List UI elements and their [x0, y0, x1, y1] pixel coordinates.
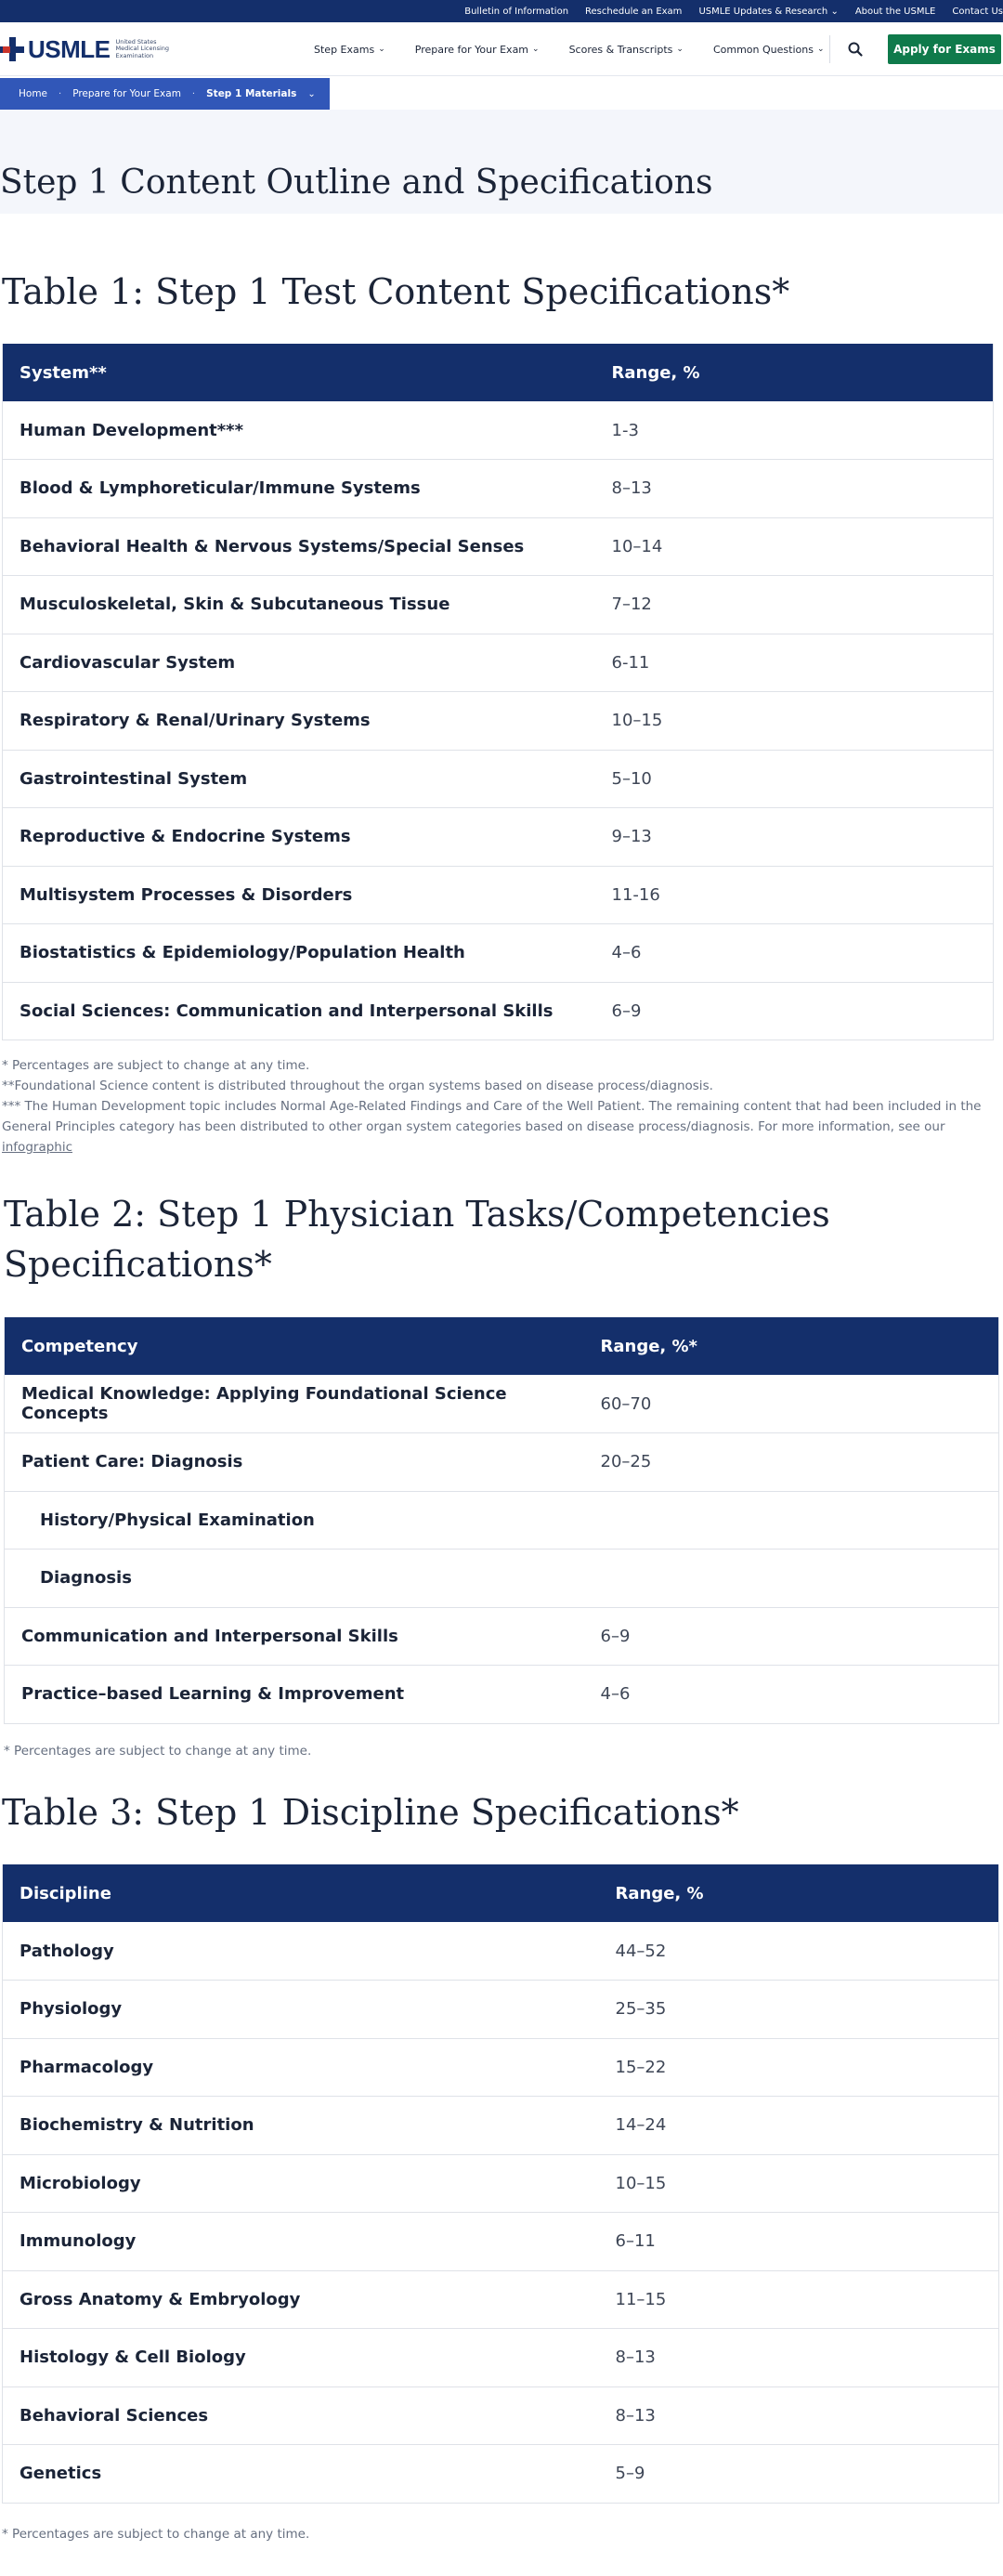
utility-link-updates-label: USMLE Updates & Research — [698, 6, 828, 17]
table-row — [3, 634, 994, 692]
table1-heading: Table 1: Step 1 Test Content Specifications* — [2, 271, 790, 312]
table1 — [2, 344, 994, 1040]
infographic-link[interactable]: infographic — [2, 1140, 73, 1155]
breadcrumb-separator-icon: · — [59, 88, 62, 99]
range-cell: 9–13 — [595, 808, 994, 867]
utility-link-reschedule[interactable]: Reschedule an Exam — [585, 6, 683, 17]
system-cell: Reproductive & Endocrine Systems — [3, 808, 595, 867]
discipline-cell: Pharmacology — [3, 2038, 599, 2097]
table-row — [3, 2097, 999, 2155]
range-cell: 8–13 — [595, 460, 994, 518]
breadcrumb-expand-icon[interactable]: ⌄ — [307, 88, 316, 99]
table-row — [3, 460, 994, 518]
range-cell: 4–6 — [595, 924, 994, 983]
chevron-down-icon: ⌄ — [816, 45, 825, 54]
range-cell: 20–25 — [584, 1433, 999, 1492]
table-row — [3, 692, 994, 751]
table-row — [3, 2270, 999, 2329]
competency-subcell: Diagnosis — [5, 1550, 584, 1608]
table-row — [5, 1666, 999, 1724]
table2-header-row — [5, 1317, 999, 1375]
logo-subtitle: United States Medical Licensing Examination — [115, 37, 170, 59]
table2-heading — [4, 1189, 997, 1289]
discipline-cell: Behavioral Sciences — [3, 2386, 599, 2445]
table-row — [3, 2386, 999, 2445]
range-cell — [584, 1491, 999, 1550]
footnote-text: *** The Human Development topic includes Normal Age-Related Findings and Care of the Well Patient. The remaining content that had been included in the General Principles category has been distributed to other organ system categories based on disease process/diagnosis. For more information, see our — [2, 1099, 982, 1134]
range-cell: 6-11 — [595, 634, 994, 692]
discipline-cell: Gross Anatomy & Embryology — [3, 2270, 599, 2329]
range-cell: 1-3 — [595, 401, 994, 460]
breadcrumb-home[interactable]: Home — [19, 88, 48, 99]
range-cell: 6–11 — [599, 2213, 999, 2271]
utility-link-bulletin[interactable]: Bulletin of Information — [464, 6, 569, 17]
chevron-down-icon: ⌄ — [676, 45, 684, 54]
nav-label: Prepare for Your Exam — [414, 43, 529, 56]
competency-cell: Communication and Interpersonal Skills — [5, 1607, 584, 1666]
column-header: System** — [3, 344, 595, 401]
table3 — [2, 1864, 999, 2504]
table1-footnotes — [2, 1055, 1001, 1157]
column-header: Competency — [5, 1317, 584, 1375]
footnote-line: * Percentages are subject to change at any time. — [2, 1058, 310, 1073]
system-cell: Biostatistics & Epidemiology/Population Health — [3, 924, 595, 983]
table2-heading-line1: Table 2: Step 1 Physician Tasks/Competencies — [4, 1194, 830, 1235]
table-row — [3, 924, 994, 983]
table3-footnote: * Percentages are subject to change at any time. — [2, 2527, 310, 2542]
table-row — [3, 2154, 999, 2213]
nav-scores[interactable] — [569, 44, 684, 56]
discipline-cell: Biochemistry & Nutrition — [3, 2097, 599, 2155]
usmle-logo[interactable] — [0, 33, 170, 65]
range-cell: 5–9 — [599, 2445, 999, 2504]
nav-prepare[interactable] — [415, 44, 540, 56]
table-row — [3, 1981, 999, 2039]
table-row — [5, 1550, 999, 1608]
nav-label: Common Questions — [712, 43, 814, 56]
table-row — [5, 1491, 999, 1550]
column-header: Discipline — [3, 1864, 599, 1922]
table-row — [3, 866, 994, 924]
range-cell: 6–9 — [584, 1607, 999, 1666]
table-row — [3, 1922, 999, 1981]
table-row — [3, 401, 994, 460]
chevron-down-icon: ⌄ — [532, 45, 540, 54]
breadcrumb — [0, 78, 330, 110]
range-cell: 8–13 — [599, 2329, 999, 2387]
system-cell: Blood & Lymphoreticular/Immune Systems — [3, 460, 595, 518]
footnote-line-with-link — [2, 1096, 1001, 1157]
table-row — [3, 2329, 999, 2387]
table-row — [3, 2445, 999, 2504]
page-title: Step 1 Content Outline and Specifications — [0, 163, 713, 202]
table3-heading: Table 3: Step 1 Discipline Specifications* — [2, 1792, 739, 1833]
utility-link-about[interactable]: About the USMLE — [854, 6, 936, 17]
system-cell: Human Development*** — [3, 401, 595, 460]
range-cell — [584, 1550, 999, 1608]
discipline-cell: Microbiology — [3, 2154, 599, 2213]
nav-label: Step Exams — [314, 43, 375, 56]
nav-step-exams[interactable] — [314, 44, 385, 56]
table-row — [3, 982, 994, 1040]
range-cell: 25–35 — [599, 1981, 999, 2039]
table1-header-row — [3, 344, 994, 401]
discipline-cell: Physiology — [3, 1981, 599, 2039]
range-cell: 11–15 — [599, 2270, 999, 2329]
range-cell: 15–22 — [599, 2038, 999, 2097]
table2 — [4, 1317, 999, 1724]
breadcrumb-separator-icon: · — [191, 88, 196, 99]
competency-cell: Patient Care: Diagnosis — [5, 1433, 584, 1492]
utility-links — [464, 0, 1003, 22]
table-row — [3, 2038, 999, 2097]
column-header: Range, % — [595, 344, 994, 401]
table2-footnote: * Percentages are subject to change at any time. — [4, 1744, 312, 1759]
system-cell: Cardiovascular System — [3, 634, 595, 692]
range-cell: 44–52 — [599, 1922, 999, 1981]
header-divider — [829, 35, 830, 63]
table-row — [3, 808, 994, 867]
table-row — [5, 1433, 999, 1492]
table-row — [3, 750, 994, 808]
range-cell: 10–15 — [595, 692, 994, 751]
table-row — [3, 576, 994, 634]
range-cell: 5–10 — [595, 750, 994, 808]
range-cell: 4–6 — [584, 1666, 999, 1724]
main-nav — [314, 22, 854, 76]
system-cell: Musculoskeletal, Skin & Subcutaneous Tissue — [3, 576, 595, 634]
range-cell: 11-16 — [595, 866, 994, 924]
system-cell: Gastrointestinal System — [3, 750, 595, 808]
range-cell: 7–12 — [595, 576, 994, 634]
nav-common-questions[interactable] — [713, 44, 825, 56]
range-cell: 10–15 — [599, 2154, 999, 2213]
logo-cross-icon — [0, 37, 24, 61]
range-cell: 60–70 — [584, 1375, 999, 1433]
range-cell: 14–24 — [599, 2097, 999, 2155]
range-cell: 10–14 — [595, 517, 994, 576]
competency-subcell: History/Physical Examination — [5, 1491, 584, 1550]
table-row — [5, 1607, 999, 1666]
chevron-down-icon: ⌄ — [378, 45, 385, 54]
system-cell: Respiratory & Renal/Urinary Systems — [3, 692, 595, 751]
range-cell: 8–13 — [599, 2386, 999, 2445]
discipline-cell: Genetics — [3, 2445, 599, 2504]
breadcrumb-prepare[interactable]: Prepare for Your Exam — [72, 88, 181, 99]
discipline-cell: Pathology — [3, 1922, 599, 1981]
system-cell: Social Sciences: Communication and Interpersonal Skills — [3, 982, 595, 1040]
table-row — [3, 517, 994, 576]
range-cell: 6–9 — [595, 982, 994, 1040]
column-header: Range, %* — [584, 1317, 999, 1375]
search-icon[interactable] — [847, 41, 864, 58]
logo-text: USMLE — [28, 34, 111, 63]
discipline-cell: Immunology — [3, 2213, 599, 2271]
discipline-cell: Histology & Cell Biology — [3, 2329, 599, 2387]
utility-link-contact[interactable]: Contact Us — [952, 6, 1003, 17]
table-row — [5, 1375, 999, 1433]
competency-cell: Medical Knowledge: Applying Foundational Science Concepts — [5, 1375, 584, 1433]
chevron-down-icon: ⌄ — [830, 6, 839, 17]
table3-header-row — [3, 1864, 999, 1922]
competency-cell: Practice–based Learning & Improvement — [5, 1666, 584, 1724]
system-cell: Behavioral Health & Nervous Systems/Special Senses — [3, 517, 595, 576]
column-header: Range, % — [599, 1864, 999, 1922]
utility-link-updates[interactable] — [698, 7, 838, 17]
apply-for-exams-button[interactable]: Apply for Exams — [888, 34, 1001, 64]
table2-heading-line2: Specifications* — [4, 1244, 272, 1285]
utility-bar — [0, 0, 1003, 22]
system-cell: Multisystem Processes & Disorders — [3, 866, 595, 924]
nav-label: Scores & Transcripts — [568, 43, 673, 56]
footnote-line: **Foundational Science content is distributed throughout the organ systems based on disease process/diagnosis. — [2, 1079, 713, 1093]
site-header — [0, 22, 1003, 76]
table-row — [3, 2213, 999, 2271]
breadcrumb-current: Step 1 Materials — [206, 88, 297, 99]
